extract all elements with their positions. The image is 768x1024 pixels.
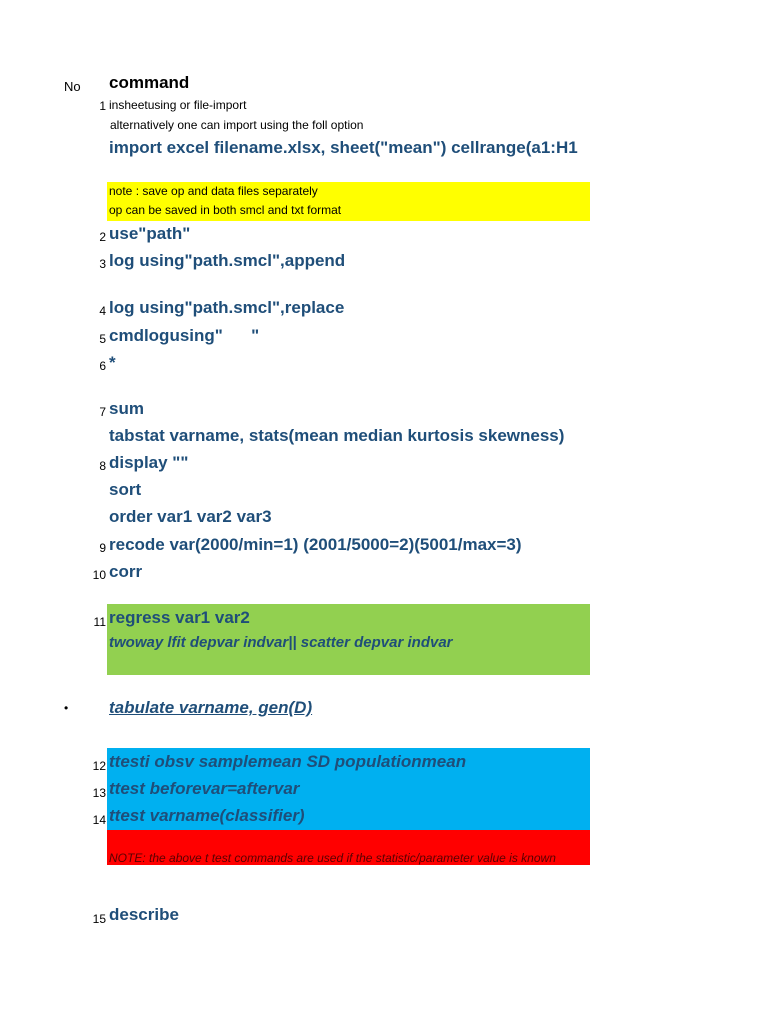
row-number-9: 9	[99, 541, 106, 555]
command-ttest-paired: ttest beforevar=aftervar	[109, 779, 300, 798]
note-output-format: op can be saved in both smcl and txt format	[109, 203, 342, 217]
command-display: display ""	[109, 453, 189, 472]
command-twoway: twoway lfit depvar indvar|| scatter depvar indvar	[109, 634, 453, 651]
row-number-3: 3	[99, 257, 106, 271]
row-number-12: 12	[92, 759, 106, 773]
command-recode: recode var(2000/min=1) (2001/5000=2)(5001/max=3)	[109, 535, 522, 554]
row-number-2: 2	[99, 230, 106, 244]
row-number-4: 4	[99, 304, 106, 318]
command-log-replace: log using"path.smcl",replace	[109, 298, 345, 317]
note-ttest-cell	[109, 849, 590, 865]
command-sort: sort	[109, 480, 142, 499]
command-insheet: insheetusing or file-import	[109, 98, 247, 112]
row-number-7: 7	[99, 405, 106, 419]
command-ttest-group: ttest varname(classifier)	[109, 806, 305, 825]
command-tabstat: tabstat varname, stats(mean median kurtosis skewness)	[109, 426, 565, 445]
row-number-10: 10	[92, 568, 106, 582]
command-tabulate: tabulate varname, gen(D)	[109, 698, 313, 717]
command-column-header: command	[109, 73, 190, 92]
command-cmdlog: cmdlogusing" "	[109, 326, 260, 345]
row-number-14: 14	[92, 813, 106, 827]
note-save-files: note : save op and data files separately	[109, 184, 318, 198]
command-regress: regress var1 var2	[109, 608, 250, 627]
command-use: use"path"	[109, 224, 191, 243]
command-sum: sum	[109, 399, 144, 418]
row-number-5: 5	[99, 332, 106, 346]
note-ttest: NOTE: the above t test commands are used if the statistic/parameter value is known	[109, 851, 556, 865]
row-number-8: 8	[99, 459, 106, 473]
row-number-1: 1	[99, 99, 106, 113]
command-corr: corr	[109, 562, 143, 581]
command-import-excel-cell	[109, 138, 591, 162]
row-number-6: 6	[99, 359, 106, 373]
command-import-excel: import excel filename.xlsx, sheet("mean") cellrange(a1:H1	[109, 138, 578, 157]
command-ttesti: ttesti obsv samplemean SD populationmean	[109, 752, 467, 771]
command-insheet-note: alternatively one can import using the foll option	[110, 118, 364, 132]
command-log-append: log using"path.smcl",append	[109, 251, 346, 270]
command-comment: *	[109, 353, 116, 372]
command-describe: describe	[109, 905, 179, 924]
row-number-13: 13	[92, 786, 106, 800]
command-order: order var1 var2 var3	[109, 507, 272, 526]
no-column-header: No	[64, 79, 81, 94]
bullet-marker: •	[64, 701, 69, 715]
row-number-15: 15	[92, 912, 106, 926]
row-number-11: 11	[93, 615, 106, 629]
